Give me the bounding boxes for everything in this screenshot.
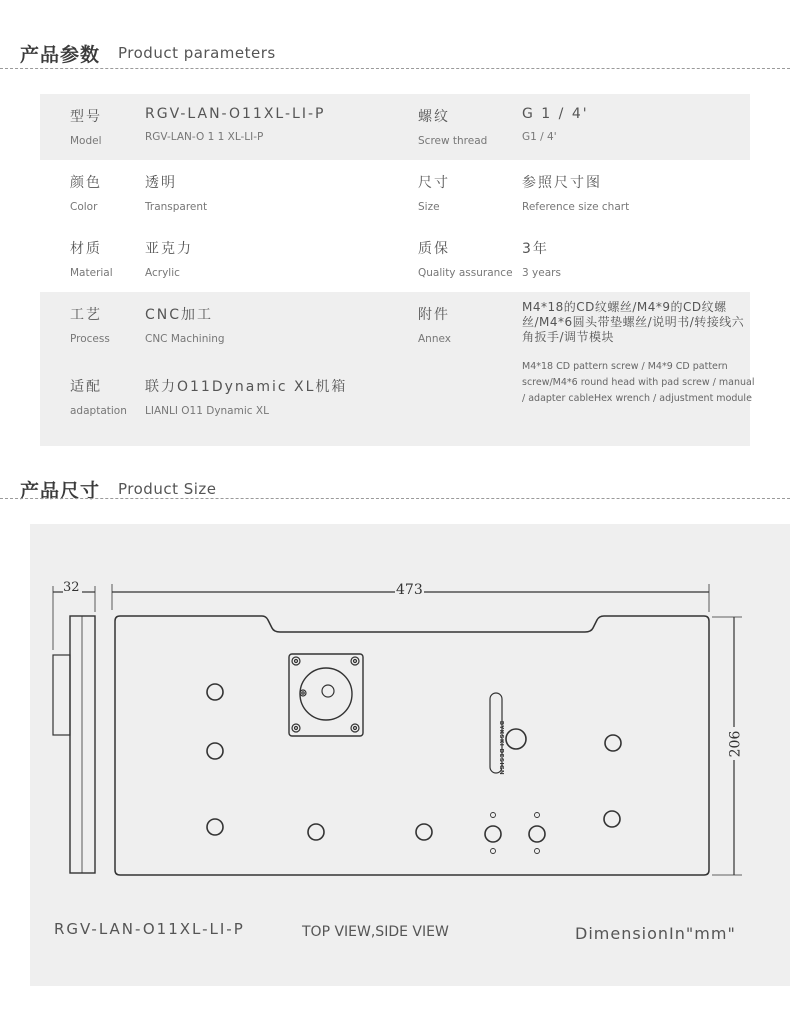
params-row-material [40,226,750,292]
value-sub: 3 years [522,267,561,279]
value: 参照尺寸图 [522,175,602,191]
label-en: adaptation [70,405,127,417]
value-sub: LIANLI O11 Dynamic XL [145,405,269,417]
label-cn: 质保 [418,241,450,257]
value-sub: Reference size chart [522,201,630,213]
value-sub: Transparent [145,201,208,213]
drawing-panel [30,524,790,986]
value: 3年 [522,241,549,257]
small-holes [491,813,540,854]
value-sub: RGV-LAN-O 1 1 XL-LI-P [145,131,264,143]
label-en: Quality assurance [418,267,513,279]
value: RGV-LAN-O11XL-LI-P [145,106,326,122]
size-title-cn: 产品尺寸 [20,480,101,502]
params-row-adaptation [40,358,755,446]
label-en: Process [70,333,110,345]
label-cn: 工艺 [70,307,102,323]
dim-width-label: 473 [396,582,423,598]
params-row-color [40,160,750,226]
label-cn: 附件 [418,307,450,323]
section-divider [0,68,790,69]
params-row-model [40,94,750,160]
params-section-header [0,40,790,80]
label-en: Color [70,201,98,213]
label-cn: 尺寸 [418,175,450,191]
logo-text: BYKSKI DESIGN [498,720,504,776]
value-sub: CNC Machining [145,333,225,345]
params-title-en: Product parameters [118,44,276,62]
caption-view: TOP VIEW,SIDE VIEW [302,924,449,940]
label-cn: 材质 [70,241,102,257]
pump-mount [289,654,363,736]
value-sub: G1 / 4' [522,131,557,143]
label-en: Model [70,135,102,147]
label-en: Size [418,201,440,213]
value-sub: Acrylic [145,267,180,279]
size-section-header [0,476,790,516]
port-holes [207,684,621,842]
label-en: Material [70,267,113,279]
annex-value-cn: M4*18的CD纹螺丝/M4*9的CD纹螺丝/M4*6圆头带垫螺丝/说明书/转接线六角扳手/调节模块 [522,300,745,344]
value: G 1 / 4' [522,106,589,122]
dim-height-label: 206 [727,730,744,758]
dim-side-label: 32 [63,580,80,595]
value: 亚克力 [145,241,193,257]
params-table [40,94,755,446]
label-en: Screw thread [418,135,488,147]
caption-unit: DimensionIn"mm" [575,924,736,943]
value: 联力O11Dynamic XL机箱 [145,379,348,395]
caption-model: RGV-LAN-O11XL-LI-P [54,920,245,938]
label-cn: 型号 [70,109,102,125]
value: 透明 [145,175,177,191]
size-title-en: Product Size [118,480,217,498]
annex-value-en: M4*18 CD pattern screw / M4*9 CD pattern screw/M4*6 round head with pad screw / manual / adapter cableHex wrench / adjustment module [522,361,755,404]
label-cn: 螺纹 [418,109,450,125]
params-row-process [40,292,750,358]
value: CNC加工 [145,307,214,323]
label-cn: 适配 [70,379,102,395]
label-cn: 颜色 [70,175,102,191]
params-title-cn: 产品参数 [20,44,101,66]
label-en: Annex [418,333,451,345]
section-divider [0,498,790,499]
side-view [53,586,95,873]
